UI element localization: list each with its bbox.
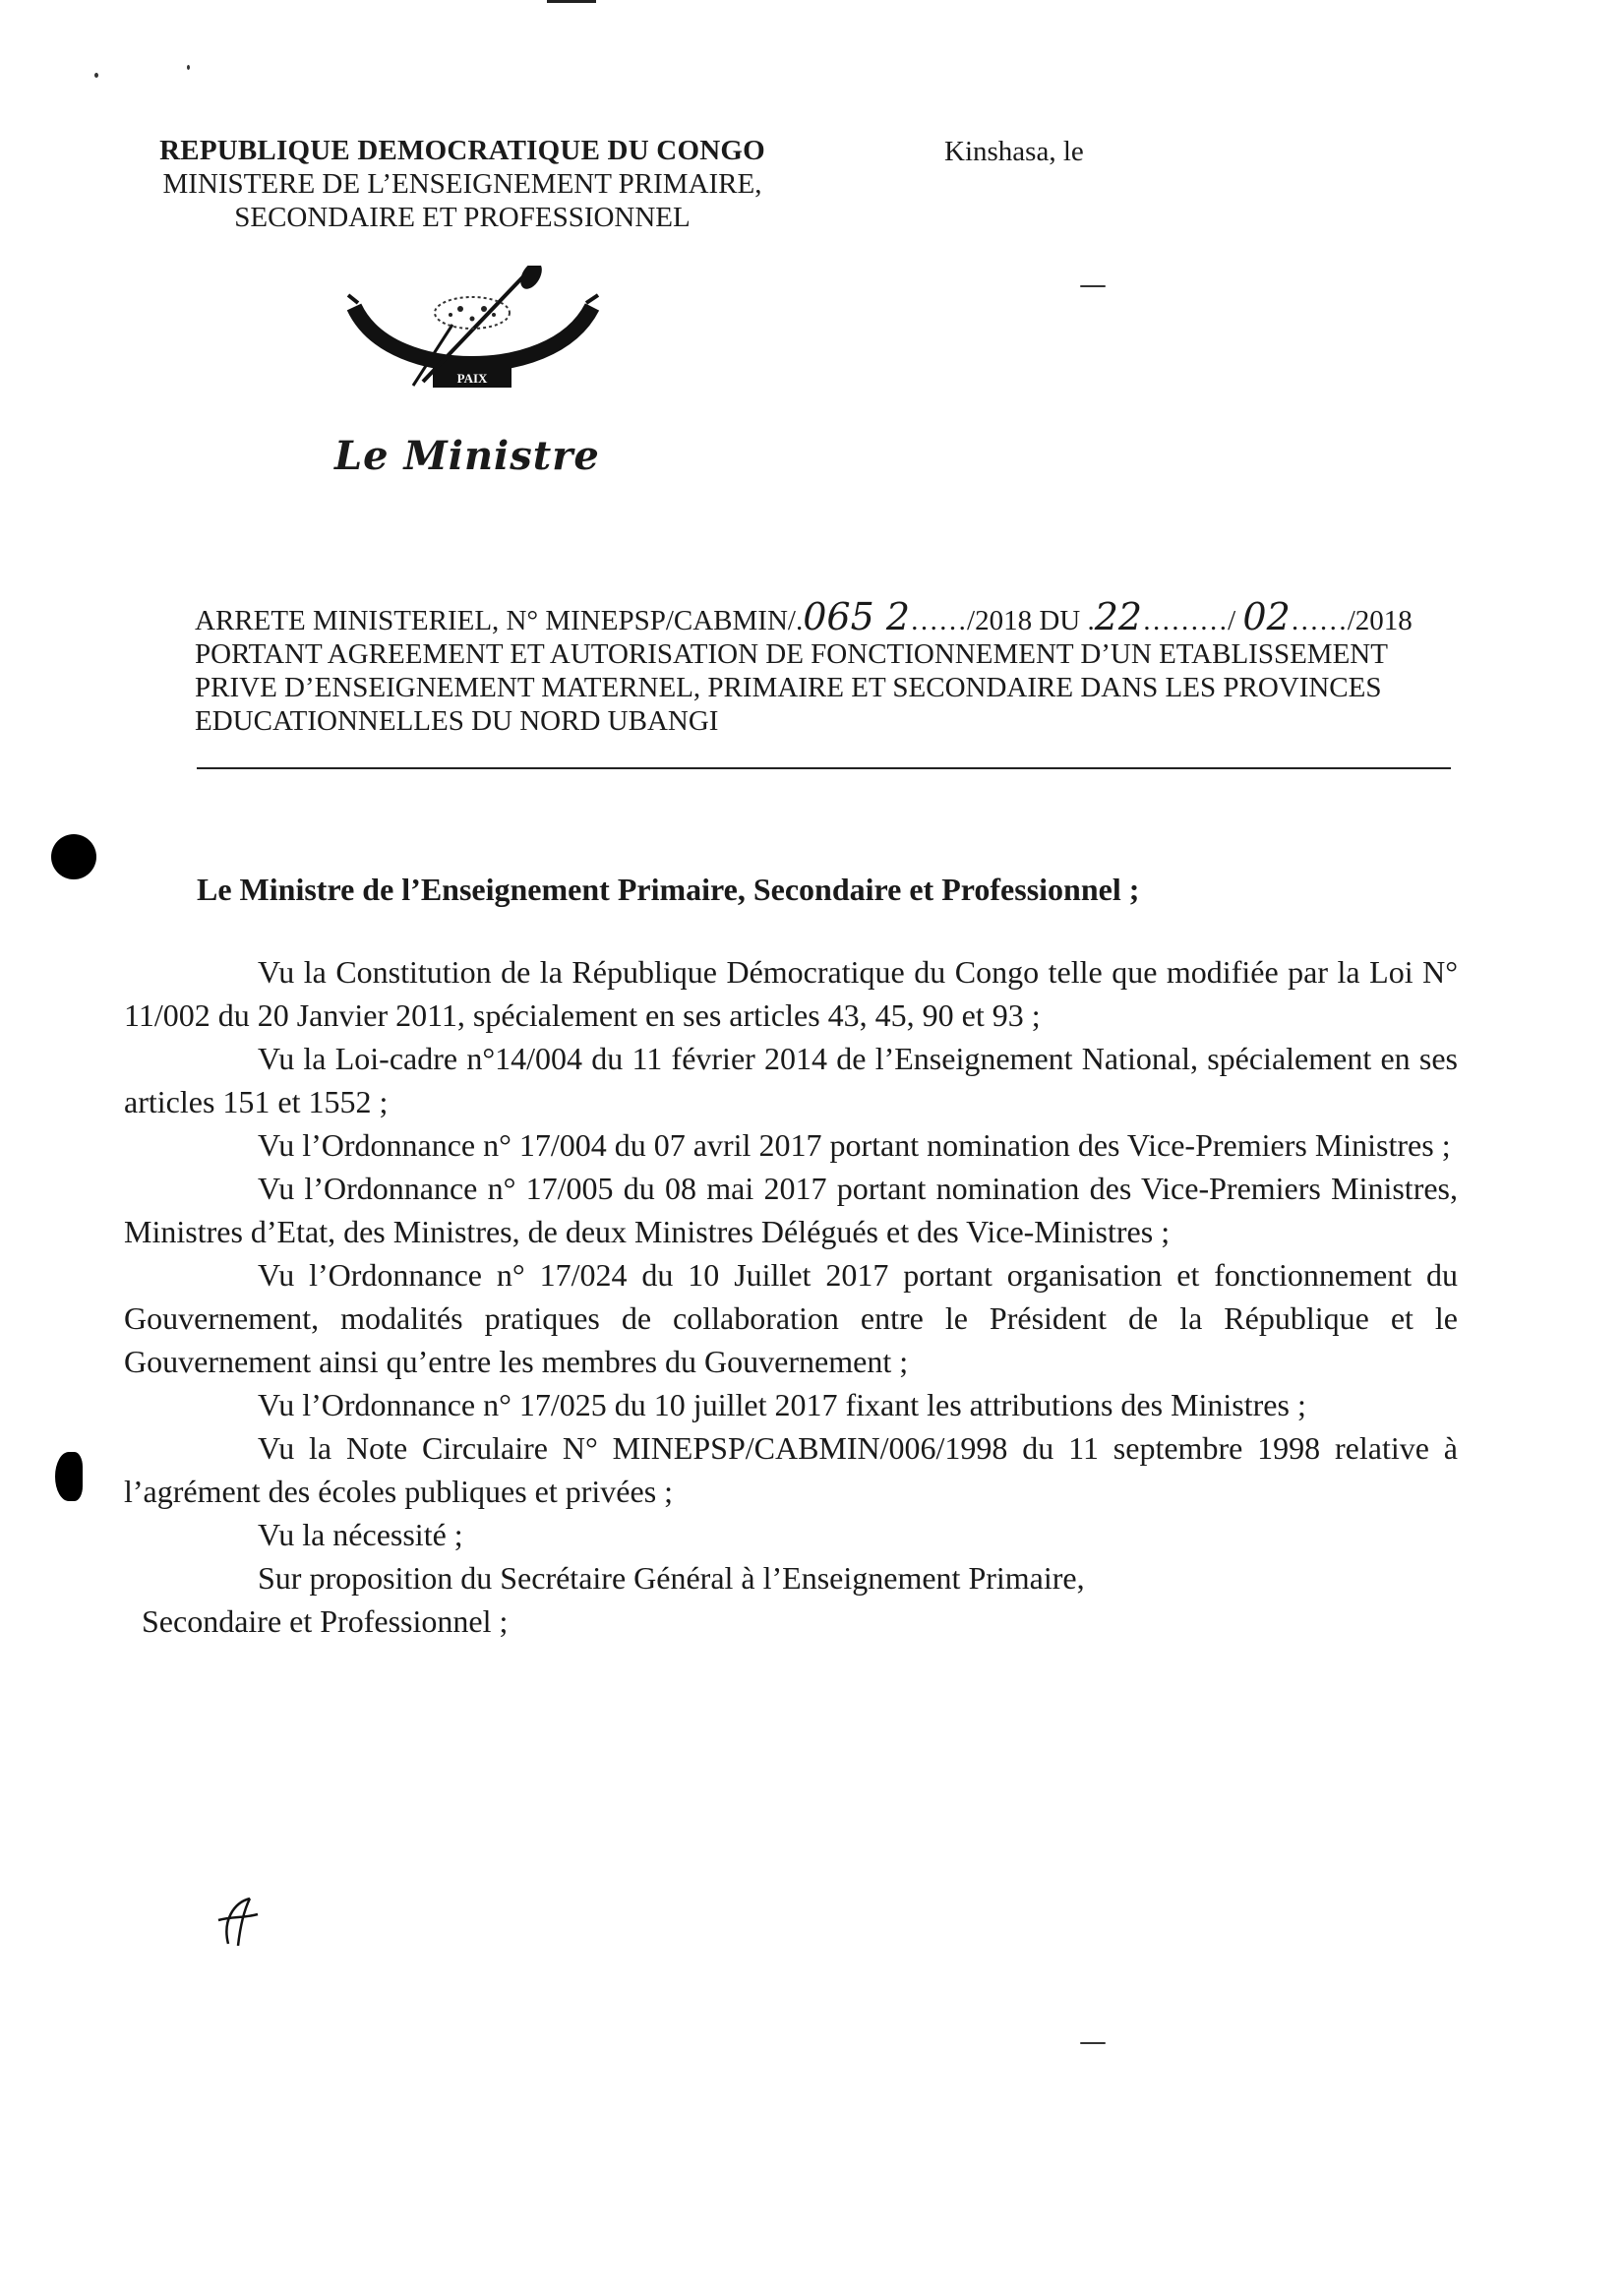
country-name: REPUBLIQUE DEMOCRATIQUE DU CONGO	[159, 135, 765, 166]
ministry-line-2: SECONDAIRE ET PROFESSIONNEL	[234, 202, 691, 233]
scan-mark	[547, 0, 596, 3]
consideration-6: Vu l’Ordonnance n° 17/025 du 10 juillet 2017 fixant les attributions des Ministres ;	[258, 1387, 1306, 1422]
ministry-line-1: MINISTERE DE L’ENSEIGNEMENT PRIMAIRE,	[162, 168, 762, 200]
coat-of-arms-emblem	[334, 266, 610, 393]
scan-speck	[187, 65, 190, 70]
scan-speck	[1080, 285, 1106, 287]
letterhead	[128, 134, 797, 234]
proposal-line-2: Secondaire et Professionnel ;	[142, 1603, 509, 1639]
arrete-number-handwritten: 065 2	[803, 595, 911, 638]
arrete-part-3: ………/	[1142, 605, 1236, 636]
consideration-3: Vu l’Ordonnance n° 17/004 du 07 avril 2017 portant nomination des Vice-Premiers Ministres ;	[258, 1127, 1451, 1163]
handwritten-initial	[214, 1881, 264, 1950]
city-date: Kinshasa, le	[944, 136, 1084, 167]
scan-speck	[94, 73, 98, 78]
scan-speck	[1080, 2042, 1106, 2044]
consideration-2: Vu la Loi-cadre n°14/004 du 11 février 2014 de l’Enseignement National, spécialement en ses articles 151 et 1552 ;	[124, 1041, 1458, 1119]
consideration-1: Vu la Constitution de la République Démocratique du Congo telle que modifiée par la Loi N° 11/002 du 20 Janvier 2011, spécialement en ses articles 43, 45, 90 et 93 ;	[124, 954, 1458, 1033]
arrete-heading	[195, 595, 1454, 738]
arrete-part-2: ……/2018 DU .	[910, 605, 1095, 636]
considerations-body	[124, 950, 1458, 1643]
punch-hole	[55, 1452, 83, 1501]
arrete-day-handwritten: 22	[1094, 595, 1143, 638]
consideration-5: Vu l’Ordonnance n° 17/024 du 10 Juillet 2017 portant organisation et fonctionnement du Gouvernement, modalités pratiques de collaboration entre le Président de la République et le Gouvernement ainsi qu’entre les membres du Gouvernement ;	[124, 1257, 1458, 1379]
consideration-8: Vu la nécessité ;	[258, 1517, 463, 1552]
arrete-month-handwritten: 02	[1242, 595, 1291, 638]
arrete-part-1: ARRETE MINISTERIEL, N° MINEPSP/CABMIN/.	[195, 605, 804, 636]
punch-hole	[51, 834, 96, 879]
proposal-line-1: Sur proposition du Secrétaire Général à l’Enseignement Primaire,	[258, 1560, 1085, 1596]
heading-rule	[197, 767, 1451, 769]
arrete-part-4: ……/2018 PORTANT AGREEMENT ET AUTORISATION DE FONCTIONNEMENT D’UN ETABLISSEMENT PRIVE D’ENSEIGNEMENT MATERNEL, PRIMAIRE ET SECONDAIRE DANS LES PROVINCES EDUCATIONNELLES DU NORD UBANGI	[195, 605, 1413, 737]
emblem-motto: PAIX	[456, 371, 488, 386]
signatory-title: Le Ministre	[334, 433, 600, 479]
consideration-4: Vu l’Ordonnance n° 17/005 du 08 mai 2017 portant nomination des Vice-Premiers Ministres, Ministres d’Etat, des Ministres, de deux Ministres Délégués et des Vice-Ministres ;	[124, 1171, 1458, 1249]
consideration-7: Vu la Note Circulaire N° MINEPSP/CABMIN/006/1998 du 11 septembre 1998 relative à l’agrément des écoles publiques et privées ;	[124, 1430, 1458, 1509]
minister-title: Le Ministre de l’Enseignement Primaire, Secondaire et Professionnel ;	[197, 872, 1140, 907]
